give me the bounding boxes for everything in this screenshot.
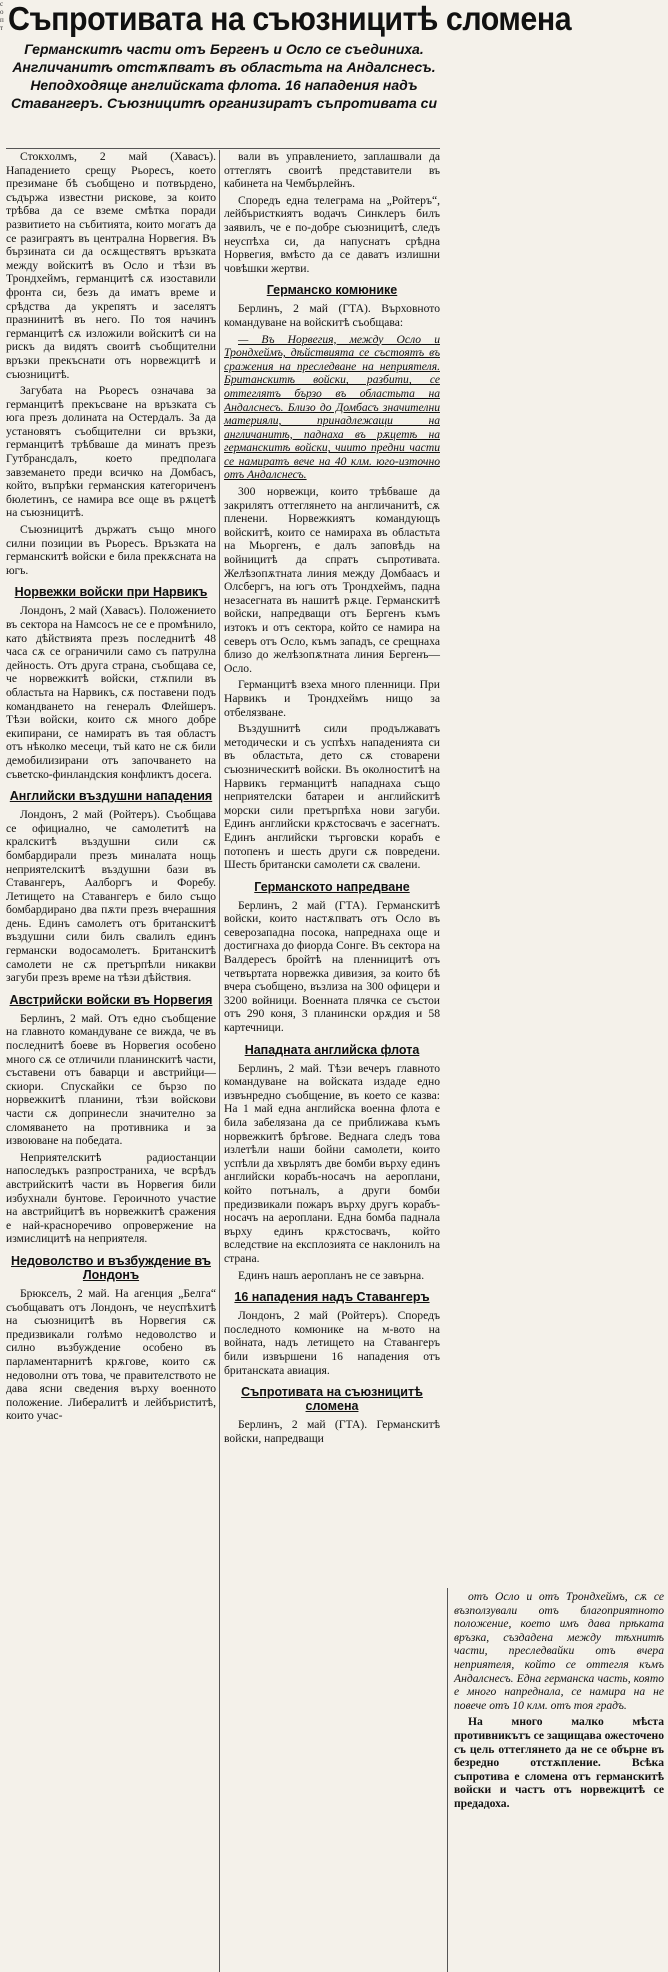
paragraph: Брюкселъ, 2 май. На агенция „Белга“ съобщаватъ отъ Лондонъ, че неуспѣхитѣ на съюзницитѣ въ Норвегия сѫ предизвикали голѣмо недоволство и силно възбуждение особено въ парламентарнитѣ крѫгове, които сѫ недоволни отъ това, че правителството не дава ясни сведения върху военното положение. Либералитѣ и лейбъриститѣ, които учас- bbox=[6, 1286, 216, 1423]
header-rule bbox=[6, 148, 440, 149]
column-divider bbox=[219, 150, 220, 1972]
paragraph: Споредъ една телеграма на „Ройтеръ“, лейбъристкиятъ водачъ Синклеръ билъ заявилъ, че е по-добре съюзницитѣ, следъ неуспѣха си, да напуснатъ срѣдна Норвегия, вмѣсто да се даватъ излишни човѣшки жертви. bbox=[224, 193, 440, 275]
paragraph: Съюзницитѣ държатъ също много силни позиции въ Рьоресъ. Връзката на германскитѣ войски е била прекѫсната на югъ. bbox=[6, 523, 216, 577]
section-heading: Съпротивата на съюзницитѣ сломена bbox=[241, 1385, 423, 1414]
margin-letters: с о п т bbox=[0, 0, 4, 32]
column-1 bbox=[6, 150, 216, 1972]
paragraph: Берлинъ, 2 май (ГТА). Върховното командуване на войскитѣ съобщава: bbox=[224, 302, 440, 329]
paragraph: Неприятелскитѣ радиостанции напоследъкъ разпространиха, че всрѣдъ австрийскитѣ части въ Норвегия били избухнали бунтове. Героичното участие на австрийцитѣ въ норвежкитѣ сражения е най-красноречиво опровержение на измислицитѣ на неприятеля. bbox=[6, 1150, 216, 1246]
article-header bbox=[8, 0, 572, 150]
paragraph: Германцитѣ взеха много пленници. При Нарвикъ и Трондхеймъ нищо за отбелязване. bbox=[224, 678, 440, 719]
subheadline: Германскитѣ части отъ Бергенъ и Осло се съединиха. Англичанитѣ отстѫпватъ въ областьта на Андалснесъ. Неподходяще английската флота. 16 нападения надъ Ставангеръ. Съюзницитѣ организиратъ съпротивата си bbox=[10, 41, 438, 111]
section-heading: Недоволство и възбуждение въ Лондонъ bbox=[11, 1253, 211, 1282]
section-heading: Английски въздушни нападения bbox=[9, 789, 213, 804]
paragraph: вали въ управлението, заплашвали да оттеглятъ своитѣ представители въ кабинета на Чембърлейнъ. bbox=[224, 150, 440, 191]
paragraph: На много малко мѣста противникътъ се защищава ожесточено съ цель оттеглянето да не се обърне въ безредно отстѫпление. Всѣка съпротива е сломена отъ германскитѣ войски и частъ отъ норвежцитѣ се предадоха. bbox=[454, 1715, 664, 1810]
paragraph: Берлинъ, 2 май. Тѣзи вечеръ главното командуване на войската издаде едно извънредно съобщение, въ което се казва: На 1 май една английска военна флота е била забелязана да се приближава къмъ норвежкитѣ брѣгове. Веднага следъ това излетѣли наши бойни самолети, които успѣли да хвърлятъ две бомби върху единъ английски корабъ-носачъ на аероплани, който потъналъ, а други бомби предизвикали пожаръ върху другъ корабъ-носачъ на аероплани. Една бомба паднала върху единъ крѫстосвачъ, който вследствие на експлозията се наклонилъ на страна. bbox=[224, 1061, 440, 1265]
paragraph: Лондонъ, 2 май (Ройтеръ). Съобщава се официално, че самолетитѣ на кралскитѣ въздушни сили сѫ бомбардирали презъ миналата нощь неприятелскитѣ въздушни бази въ Ставангеръ, Аалборгъ и Форебу. Летището на Ставангеръ е било също бомбардирано два пѫти презъ вчерашния день. Единъ самолетъ отъ британскитѣ въздушни сили билъ свалилъ единъ германски водосамолетъ. Британскитѣ самолети не сѫ претърпѣли никакви загуби презъ време на тѣзи дѣйствия. bbox=[6, 808, 216, 985]
paragraph: Въздушнитѣ сили продължаватъ методически и съ успѣхъ нападенията си въ областьта, дето сѫ стоварени съюзническитѣ войски. Въ околноститѣ на Нарвикъ германцитѣ нападнаха също неприятелски батареи и английскитѣ морски сили претърпѣха нови загуби. Единъ английски крѫстосвачъ е засегнатъ. Единъ английски търговски корабъ е потопенъ и шесть други сѫ повредени. Шесть британски самолети сѫ свалени. bbox=[224, 722, 440, 872]
paragraph: Берлинъ, 2 май (ГТА). Германскитѣ войски, които настѫпватъ отъ Осло въ северозападна посока, напреднаха още и достигнаха до фиорда Сонге. Въ сектора на Валдересъ бройтѣ на пленницитѣ отъ четвъртата норвежка дивизия, за които бѣ вчера съобщено, възлиза на 300 офицери и 3200 войници. Военната плячка се състои отъ 290 коня, 3 планински орѫдия и 58 картечници. bbox=[224, 898, 440, 1035]
paragraph: Берлинъ, 2 май (ГТА). Германскитѣ войски, напредващи bbox=[224, 1418, 440, 1445]
paragraph: Лондонъ, 2 май (Ройтеръ). Споредъ последното комюнике на м-вото на войната, надъ летището на Ставангеръ били извършени 16 нападения отъ британската авиация. bbox=[224, 1309, 440, 1377]
paragraph: Загубата на Рьоресъ означава за германцитѣ прекъсване на връзката съ юга презъ долината на Остердалъ. За да установятъ съобщителни си връзки, германцитѣ трѣбваше да минатъ презъ Гутбрансдалъ, което предполага завземането преди всичко на Домбасъ, който, въпрѣки германския категориченъ бюлетинъ, се намира все още въ рѫцетѣ на съюзницитѣ. bbox=[6, 384, 216, 520]
paragraph: Стокхолмъ, 2 май (Хавасъ). Нападението срещу Рьоресъ, което презимане бѣ съобщено и потвърдено, съдържа известни рискове, за които трѣбва да се вземе смѣтка поради развитието на събитията, които могатъ да се разиграятъ въ централна Норвегия. Въ бързината си да осѫществятъ връзката между войскитѣ въ Осло и тѣзи въ Трондхеймъ, германцитѣ сѫ изоставили фронта си, безъ да иматъ време и срѣдства да укрепятъ и заселятъ празнинитѣ въ него. По тоя начинъ германцитѣ сѫ изложили войскитѣ си на рискъ да видятъ своитѣ съобщителни връзки прекъснати отъ норвежцитѣ и съюзницитѣ. bbox=[6, 150, 216, 381]
column-2 bbox=[224, 150, 440, 1972]
column-divider bbox=[447, 1588, 448, 1972]
paragraph: отъ Осло и отъ Трондхеймъ, сѫ се възползували отъ благоприятното положение, което имъ дава прѣката връзка, създадена между тѣхнитѣ части, преследвайки отъ вчера неприятеля, който се оттегля къмъ Андалснесъ. Една германска часть, която е много напреднала, се намира на не повече отъ 10 клм. отъ тоя градъ. bbox=[454, 1590, 664, 1712]
headline: Съпротивата на съюзницитѣ сломена bbox=[8, 0, 572, 37]
section-heading: 16 нападения надъ Ставангеръ bbox=[234, 1290, 430, 1305]
paragraph: — Въ Норвегия, между Осло и Трондхеймъ, дѣйствията се състоятъ въ сражения на преследване на неприятеля. Британскитѣ войски, разбити, се оттеглятъ бързо въ областьта на Андалснесъ. Близо до Домбасъ значителни материяли, принадлежащи на англичанитѣ, паднаха въ рѫцетѣ на германскитѣ войски, чиито предни части се намиратъ вече на 40 клм. юго-източно отъ Андалснесъ. bbox=[224, 332, 440, 482]
paragraph: Единъ нашъ аеропланъ не се завърна. bbox=[238, 1268, 425, 1282]
paragraph: Лондонъ, 2 май (Хавасъ). Положението въ сектора на Намсосъ не се е промѣнило, като дѣйствията презъ последнитѣ 48 часа сѫ се ограничили само съ патрулна дейность. Отъ друга страна, съобщава се, че норвежкитѣ войски, стѫпили въ областьта на Нарвикъ, сѫ поставени подъ командването на генералъ Флейшеръ. Тѣзи войски, които сѫ много добре екипирани, се намиратъ въ тая областъ отъ нѣколко месеци, тъй като не сѫ били демобилизирани отъ започването на съветско-финландския конфликтъ досега. bbox=[6, 604, 216, 781]
section-heading: Нападната английска флота bbox=[244, 1042, 420, 1057]
paragraph: Берлинъ, 2 май. Отъ едно съобщение на главното командуване се вижда, че въ последнитѣ боеве въ Норвегия особено много сѫ се отличили планинскитѣ части, съставени отъ баварци и австрийци—скиори. Спускайки се бързо по норвежкитѣ планини, тѣзи войскови части сѫ допринесли значително за сломяването на противника и за извоюване на победата. bbox=[6, 1011, 216, 1148]
section-heading: Германско комюнике bbox=[266, 283, 398, 298]
paragraph: 300 норвежци, които трѣбваше да закрилятъ оттеглянето на англичанитѣ, сѫ пленени. Норвежкиятъ командующъ войскитѣ, които се намираха въ областьта на Мьоргенъ, е далъ заповѣдь на войницитѣ да спратъ съпротивата. Желѣзопѫтната линия между Домбаасъ и Олсбергъ, на югъ отъ Трондхеймъ, падна незасегната въ нашитѣ рѫце. Германскитѣ войски, напредващи отъ Бергенъ къмъ изтокъ и отъ сектора, който се намира на северъ отъ Осло, къмъ западъ, се срещнаха близо до желѣзопѫтната линия Бергенъ—Осло. bbox=[224, 485, 440, 675]
section-heading: Австрийски войски въ Норвегия bbox=[9, 992, 213, 1007]
section-heading: Германското напредване bbox=[254, 879, 410, 894]
column-3 bbox=[454, 1590, 664, 1970]
section-heading: Норвежки войски при Нарвикъ bbox=[14, 585, 208, 600]
